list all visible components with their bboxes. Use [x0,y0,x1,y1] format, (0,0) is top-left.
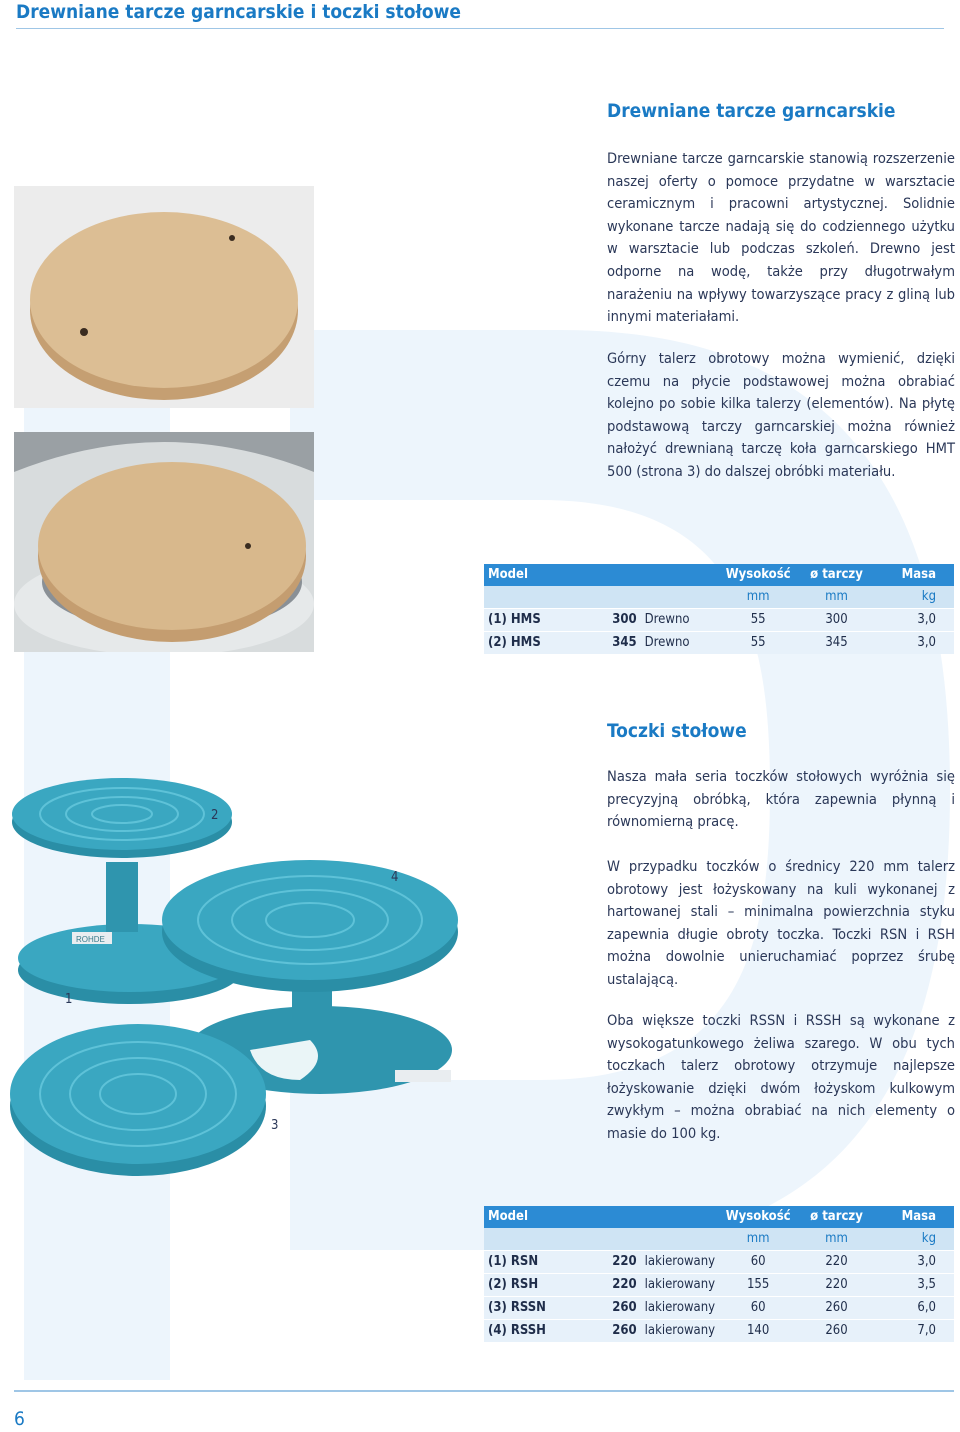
cell-model: (2) RSH [484,1274,562,1297]
brand-label: ROHDE [76,935,105,944]
paragraph: Drewniane tarcze garncarskie stanowią rozszerzenie naszej oferty o pomoce przydatne w warsztacie ceramicznym i pracowni artystycznej. Solidnie wykonane tarcze nadają się do codziennego użytku w warsztacie lub podczas szkoleń. Drewno jest odporne na wodę, także przy długotrwałym narażeniu na wpływy towarzyszące pracy z gliną lub innymi materiałami. [607,150,955,326]
unit-height: mm [719,586,797,609]
cell-model: (1) HMS [484,609,562,632]
cell-material: lakierowany [641,1251,719,1274]
col-header-model: Model [484,564,719,586]
wooden-bat-photo-1 [14,186,314,408]
cell-height: 55 [719,609,797,632]
spec-table-wooden-bats [484,564,954,654]
section-title-banding-wheels: Toczki stołowe [607,720,747,742]
col-header-diameter: ø tarczy [797,1206,875,1228]
cell-material: lakierowany [641,1297,719,1320]
spec-table-banding-wheels [484,1206,954,1342]
cell-diameter: 220 [797,1251,875,1274]
callout-3: 3 [271,1118,279,1133]
col-header-mass: Masa [876,1206,954,1228]
cell-mass: 3,5 [876,1274,954,1297]
unit-diameter: mm [797,1228,875,1251]
col-header-height: Wysokość [719,564,797,586]
col-header-diameter: ø tarczy [797,564,875,586]
cell-material: lakierowany [641,1320,719,1343]
page-header: Drewniane tarcze garncarskie i toczki stołowe [16,0,944,29]
wooden-bat-photo-2 [14,432,314,652]
cell-model: (3) RSSN [484,1297,562,1320]
paragraph: Górny talerz obrotowy można wymienić, dzięki czemu na płycie podstawowej można obrabiać kolejno po sobie kilka talerzy (elementów). Na płytę podstawową tarczy garncarskiej można również nałożyć drewnianą tarczę koła garncarskiego HMT 500 (strona 3) do dalszej obróbki materiału. [607,350,955,480]
cell-size: 220 [562,1251,640,1274]
table-row [484,632,954,655]
cell-model: (1) RSN [484,1251,562,1274]
callout-4: 4 [391,870,399,885]
section-title-wooden-bats: Drewniane tarcze garncarskie [607,100,896,122]
unit-mass: kg [876,1228,954,1251]
cell-diameter: 300 [797,609,875,632]
callout-2: 2 [211,808,219,823]
col-header-mass: Masa [876,564,954,586]
table-row [484,1297,954,1320]
unit-diameter: mm [797,586,875,609]
table-row [484,609,954,632]
cell-height: 140 [719,1320,797,1343]
cell-diameter: 220 [797,1274,875,1297]
cell-mass: 3,0 [876,632,954,655]
col-header-height: Wysokość [719,1206,797,1228]
cell-diameter: 260 [797,1320,875,1343]
callout-1: 1 [65,992,73,1007]
cell-size: 345 [562,632,640,655]
page-number: 6 [14,1408,25,1430]
unit-height: mm [719,1228,797,1251]
table-row [484,1320,954,1343]
unit-mass: kg [876,586,954,609]
cell-mass: 6,0 [876,1297,954,1320]
cell-size: 300 [562,609,640,632]
cell-material: lakierowany [641,1274,719,1297]
cell-mass: 3,0 [876,609,954,632]
cell-mass: 7,0 [876,1320,954,1343]
cell-diameter: 345 [797,632,875,655]
paragraph: Oba większe toczki RSSN i RSSH są wykonane z wysokogatunkowego żeliwa szarego. W obu tych toczkach talerz obrotowy otrzymuje najlepsze łożyskowanie dzięki dwóm łożyskom kulkowym zwykłym – można obrabiać na nich elementy o masie do 100 kg. [607,1012,955,1142]
cell-height: 155 [719,1274,797,1297]
cell-mass: 3,0 [876,1251,954,1274]
cell-model: (2) HMS [484,632,562,655]
table-units-row [484,1228,954,1251]
table-row [484,1251,954,1274]
table-units-row [484,586,954,609]
cell-height: 60 [719,1297,797,1320]
cell-diameter: 260 [797,1297,875,1320]
table-header-row [484,564,954,586]
paragraph: Nasza mała seria toczków stołowych wyróżnia się precyzyjną obróbką, która zapewnia płynną i równomierną pracę. [607,768,955,831]
table-header-row [484,1206,954,1228]
cell-size: 260 [562,1297,640,1320]
cell-material: Drewno [641,632,719,655]
footer-rule [14,1390,954,1392]
cell-height: 60 [719,1251,797,1274]
banding-wheels-photo [10,760,470,1180]
cell-size: 260 [562,1320,640,1343]
cell-material: Drewno [641,609,719,632]
cell-size: 220 [562,1274,640,1297]
cell-height: 55 [719,632,797,655]
cell-model: (4) RSSH [484,1320,562,1343]
col-header-model: Model [484,1206,719,1228]
paragraph: W przypadku toczków o średnicy 220 mm talerz obrotowy jest łożyskowany na kuli wykonanej z hartowanej stali – minimalna powierzchnia styku zapewnia długie obroty toczka. Toczki RSN i RSH można dowolnie unieruchamiać poprzez śrubę ustalającą. [607,858,955,988]
table-row [484,1274,954,1297]
